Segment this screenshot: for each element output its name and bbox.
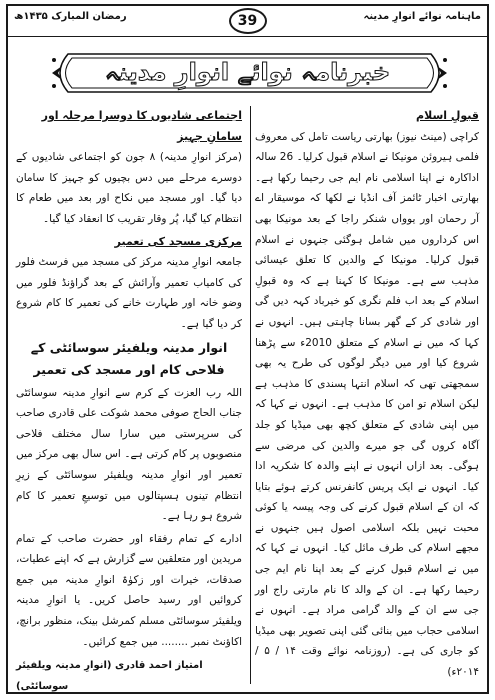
- mosque-text: جامعہ انوارِ مدینہ مرکز کی مسجد میں فرسٹ فلور کی کامیاب تعمیر وآرائش کے بعد گراؤنڈ فلور میں وضو خانہ اور طہارت خانے کی تعمیر کا کام شروع کر دیا گیا ہے۔: [16, 256, 242, 330]
- section-heading-conversion: قبولِ اسلام: [416, 109, 479, 122]
- conversion-news-text: کراچی (مینٹ نیوز) بھارتی ریاست تامل کی معروف فلمی ہیروئن مونیکا نے اسلام قبول کرلیا۔ 26 سالہ اداکارہ نے اپنا اسلامی نام ایم جی رحیما رکھا ہے۔ بھارتی اخبار ٹائمز آف انڈیا نے لکھا کہ موسیقار اے آر رحمان اور یوواں شنکر راجا کے بعد مونیکا بھی اس کرداروں میں شامل ہوگئی جنہوں نے اسلام قبول کرلیا۔ مونیکا کے والدین کا تعلق عیسائی مذہب سے ہے۔ مونیکا کا کہنا ہے کہ وہ قبولِ اسلام کے بعد اب فلم نگری کو خیرباد کہہ دیں گی اور شادی کر کے گھر بسانا چاہتی ہیں۔ انہوں نے کہا کہ میں نے اسلام کے متعلق 2010ء سے پڑھنا شروع کیا اور میں دیگر لوگوں کی طرح یہ بھی سمجھتی تھی کہ اسلام انتہا پسندی کا مذہب ہے لیکن اسلام تو امن کا مذہب ہے۔ انہوں نے کہا کہ میں اپنی شادی کے متعلق کچھ بھی میڈیا کو جلد آگاہ کروں گی جو میرے والدین کی مرضی سے ہوگی۔ بعد ازاں انہوں نے اپنے والدہ کا شکریہ ادا کیا۔ انہوں نے ایک پریس کانفرنس کرتے ہوئے بتایا کہ ان کے اسلام قبول کرنے کی وجہ پیسہ یا کوئی محبت نہیں بلکہ اسلامی اصول ہیں جنہوں نے مجھے اسلام کی طرف مائل کیا۔ انہوں نے کہا کہ میں نے اسلام قبول کرنے کے بعد اپنا نام ایم جی رحیما رکھا ہے۔ ان کے والد کا نام مارتی راج اور جی سے ان کے والد گرامی مراد ہے۔ انہوں نے اسلامی حجاب میں بنائی گئی اپنی تصویر بھی میڈیا کو جاری کی ہے۔ (روزنامہ نوائے وقت ۱۴ / ۵ / ۲۰۱۴ء): [255, 130, 479, 679]
- column-divider: [250, 106, 251, 684]
- page-header: [8, 6, 487, 37]
- page-number: 39: [229, 8, 267, 34]
- left-column: [16, 106, 242, 692]
- section-heading-marriages: اجتماعی شادیوں کا دوسرا مرحلہ اور سامانِ جہیز: [41, 109, 242, 143]
- news-banner: [48, 50, 447, 96]
- section-heading-welfare: انوار مدینہ ویلفیئر سوسائٹی کے فلاحی کام اور مسجد کی تعمیر: [30, 339, 228, 377]
- donation-appeal-text: ادارے کے تمام رفقاء اور حضرت صاحب کے تمام مریدین اور متعلقین سے گزارش ہے کہ اپنے عطیات، صدقات، خیرات اور زکوٰۃ انوارِ مدینہ میں جمع کروائیں اور رسید حاصل کریں۔ یا انوارِ مدینہ ویلفیئر سوسائٹی مسلم کمرشل بینک، منظور برانچ، اکاؤنٹ نمبر ........ میں جمع کرائیں۔: [16, 532, 242, 648]
- marriages-text: (مرکز انوارِ مدینہ) ۸ جون کو اجتماعی شادیوں کے دوسرے مرحلے میں دس بچیوں کو جہیز کا سامان دیا گیا۔ اور مسجد میں نکاح اور بعد میں طعام کا انتظام کیا گیا، پُر وقار تقریب کا انعقاد کیا گیا۔: [16, 151, 242, 225]
- magazine-name: ماہنامہ نوائے انوارِ مدینہ: [363, 11, 481, 22]
- welfare-text: اللہ رب العزت کے کرم سے انوارِ مدینہ سوسائٹی جناب الحاج صوفی محمد شوکت علی قادری صاحب کی سرپرستی میں سارا سال مختلف فلاحی منصوبوں پر کام کرتی ہے۔ اس سال بھی مرکز میں تعمیر اور انوارِ مدینہ ویلفیئر سوسائٹی کے زیرِ انتظام تینوں ہسپتالوں میں توسیعِ تعمیر کا کام شروع ہو رہا ہے۔: [16, 386, 242, 523]
- signature: امتیاز احمد قادری (انوارِ مدینہ ویلفیئر سوسائٹی): [16, 660, 203, 692]
- section-heading-mosque: مرکزی مسجد کی تعمیر: [114, 234, 242, 248]
- banner-title: خبرنامہ نوائے انوارِ مدینہ: [104, 58, 391, 86]
- issue-date: رمضان المبارک ۱۴۳۵ھ: [14, 11, 127, 22]
- right-column: [255, 106, 479, 686]
- magazine-page: [6, 4, 489, 694]
